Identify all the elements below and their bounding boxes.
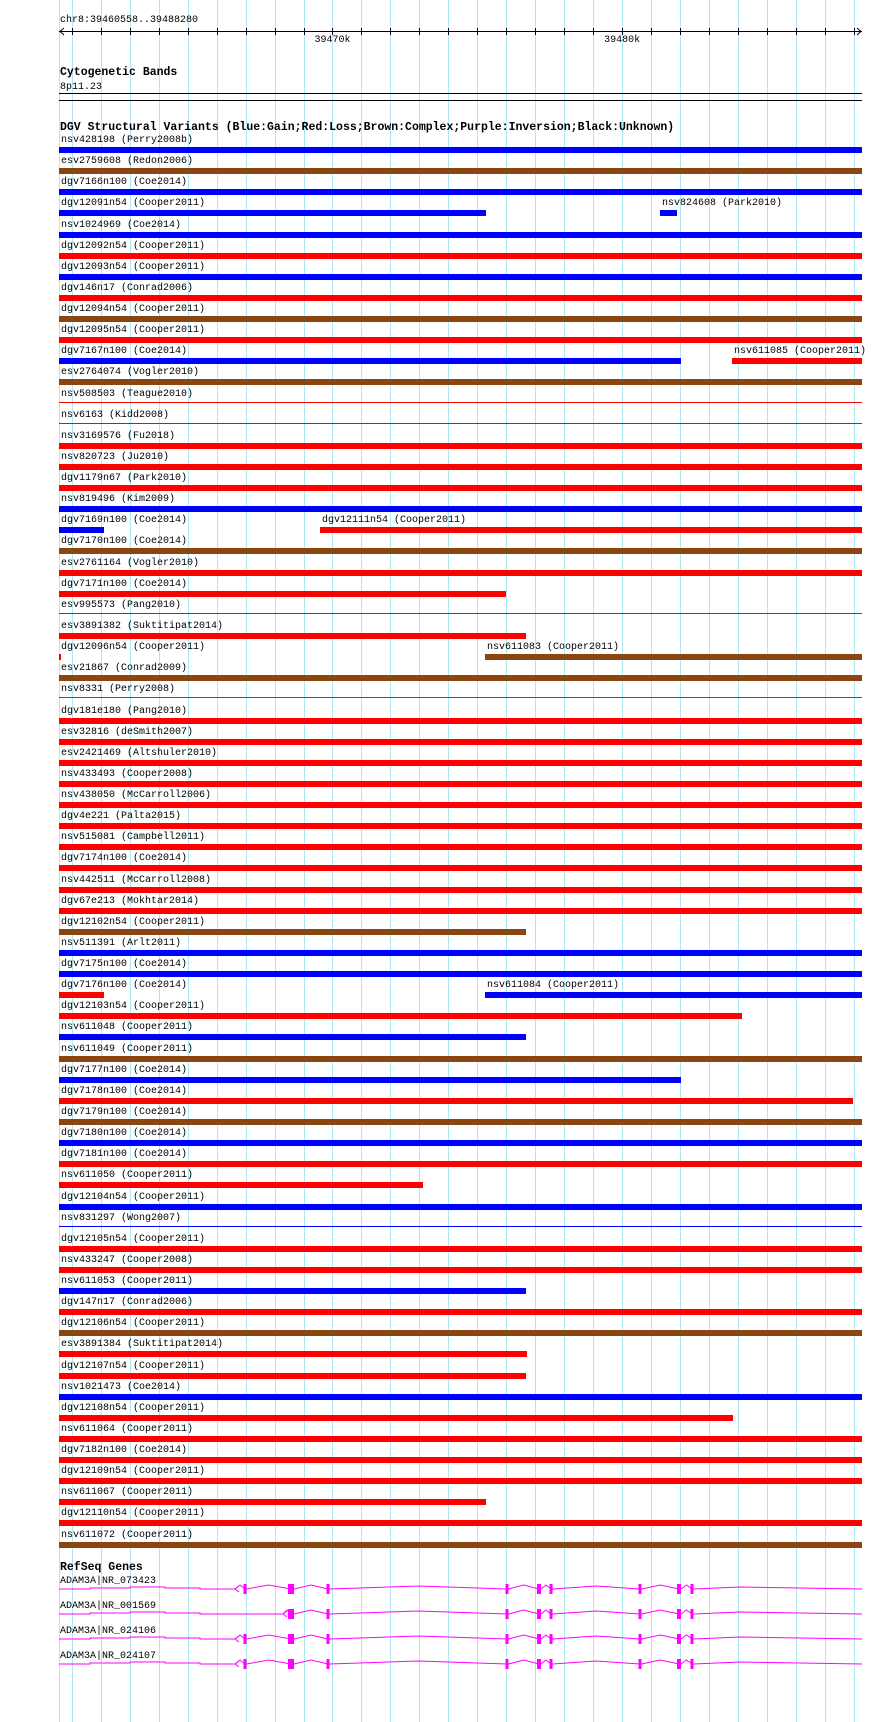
- exon: [639, 1584, 642, 1594]
- gene-label[interactable]: ADAM3A|NR_001569: [60, 1601, 157, 1612]
- variant-label[interactable]: dgv7180n100 (Coe2014): [61, 1128, 188, 1139]
- exon: [327, 1609, 330, 1619]
- variant-bar-blue[interactable]: [59, 950, 862, 956]
- strand-arrow-icon: [235, 1586, 239, 1592]
- variant-bar-blue[interactable]: [59, 1077, 681, 1083]
- variant-label[interactable]: nsv611048 (Cooper2011): [61, 1022, 194, 1033]
- variant-bar-brown[interactable]: [59, 1542, 862, 1548]
- variant-label[interactable]: dgv7178n100 (Coe2014): [61, 1086, 188, 1097]
- variant-label[interactable]: esv3891384 (Suktitipat2014): [61, 1339, 224, 1350]
- variant-bar-red[interactable]: [59, 781, 862, 787]
- variant-label[interactable]: dgv7170n100 (Coe2014): [61, 536, 188, 547]
- variant-bar-red[interactable]: [732, 358, 862, 364]
- variant-label[interactable]: dgv4e221 (Palta2015): [61, 811, 182, 822]
- variant-label[interactable]: esv2759608 (Redon2006): [61, 156, 194, 167]
- variant-bar-blue[interactable]: [59, 232, 862, 238]
- variant-bar-red[interactable]: [59, 1013, 742, 1019]
- variant-bar-red[interactable]: [59, 1457, 862, 1463]
- variant-bar-red[interactable]: [59, 337, 862, 343]
- exon: [537, 1634, 541, 1644]
- variant-bar-blue[interactable]: [59, 1288, 526, 1294]
- variant-label[interactable]: nsv1024969 (Coe2014): [61, 220, 182, 231]
- ruler-axis[interactable]: [0, 24, 890, 40]
- variant-bar-red[interactable]: [59, 1161, 862, 1167]
- variant-label[interactable]: dgv7171n100 (Coe2014): [61, 579, 188, 590]
- variant-label[interactable]: nsv3169576 (Fu2018): [61, 431, 176, 442]
- variant-bar-red[interactable]: [59, 1478, 862, 1484]
- exon: [537, 1609, 541, 1619]
- variant-label[interactable]: dgv12110n54 (Cooper2011): [61, 1508, 206, 1519]
- variant-label[interactable]: nsv428198 (Perry2008b): [61, 135, 194, 146]
- variant-bar-red[interactable]: [59, 992, 104, 998]
- variant-bar-blue[interactable]: [59, 189, 862, 195]
- gene-model[interactable]: [59, 1584, 862, 1594]
- variant-bar-blue[interactable]: [59, 358, 681, 364]
- variant-label[interactable]: dgv12103n54 (Cooper2011): [61, 1001, 206, 1012]
- exon: [288, 1634, 294, 1644]
- variant-bar-blue[interactable]: [59, 1226, 862, 1227]
- variant-bar-blue[interactable]: [59, 210, 486, 216]
- exon: [550, 1634, 553, 1644]
- variant-label[interactable]: dgv12111n54 (Cooper2011): [322, 515, 467, 526]
- variant-bar-brown[interactable]: [59, 697, 862, 698]
- strand-arrow-icon: [283, 1611, 287, 1617]
- refseq-track-title: RefSeq Genes: [60, 1561, 143, 1574]
- variant-label[interactable]: nsv515081 (Campbell2011): [61, 832, 206, 843]
- variant-bar-red[interactable]: [59, 1499, 486, 1505]
- variant-label[interactable]: nsv611050 (Cooper2011): [61, 1170, 194, 1181]
- variant-bar-red[interactable]: [59, 443, 862, 449]
- variant-bar-red[interactable]: [59, 739, 862, 745]
- variant-bar-red[interactable]: [59, 485, 862, 491]
- exon: [550, 1584, 553, 1594]
- variant-label[interactable]: esv21867 (Conrad2009): [61, 663, 188, 674]
- exon: [639, 1609, 642, 1619]
- variant-bar-red[interactable]: [59, 1267, 862, 1273]
- variant-bar-red[interactable]: [59, 802, 862, 808]
- variant-bar-red[interactable]: [59, 908, 862, 914]
- exon: [537, 1584, 541, 1594]
- variant-bar-red[interactable]: [59, 1246, 862, 1252]
- cytoband-label[interactable]: 8p11.23: [60, 82, 103, 93]
- variant-bar-brown[interactable]: [59, 316, 862, 322]
- ruler-tick-label: 39470k: [314, 35, 351, 46]
- variant-label[interactable]: dgv7182n100 (Coe2014): [61, 1445, 188, 1456]
- variant-label[interactable]: dgv146n17 (Conrad2006): [61, 283, 194, 294]
- variant-bar-blue[interactable]: [59, 971, 862, 977]
- variant-label[interactable]: nsv611067 (Cooper2011): [61, 1487, 194, 1498]
- variant-bar-brown[interactable]: [59, 929, 526, 935]
- variant-label[interactable]: esv32816 (deSmith2007): [61, 727, 194, 738]
- exon: [550, 1609, 553, 1619]
- exon: [327, 1659, 330, 1669]
- variant-bar-blue[interactable]: [59, 1034, 526, 1040]
- variant-bar-red[interactable]: [59, 613, 862, 614]
- variant-label[interactable]: nsv442511 (McCarroll2008): [61, 875, 212, 886]
- variant-label[interactable]: nsv1021473 (Coe2014): [61, 1382, 182, 1393]
- variant-bar-red[interactable]: [59, 464, 862, 470]
- variant-bar-red[interactable]: [59, 1373, 526, 1379]
- exon: [691, 1634, 694, 1644]
- variant-label[interactable]: nsv611072 (Cooper2011): [61, 1530, 194, 1541]
- variant-label[interactable]: dgv12095n54 (Cooper2011): [61, 325, 206, 336]
- variant-label[interactable]: nsv611053 (Cooper2011): [61, 1276, 194, 1287]
- variant-label[interactable]: esv2761164 (Vogler2010): [61, 558, 200, 569]
- variant-bar-red[interactable]: [59, 1182, 423, 1188]
- variant-label[interactable]: nsv8331 (Perry2008): [61, 684, 176, 695]
- track-divider: [59, 100, 862, 101]
- variant-bar-red[interactable]: [59, 865, 862, 871]
- variant-label[interactable]: dgv1179n67 (Park2010): [61, 473, 188, 484]
- variant-label[interactable]: dgv7167n100 (Coe2014): [61, 346, 188, 357]
- variant-label[interactable]: dgv12105n54 (Cooper2011): [61, 1234, 206, 1245]
- gene-model[interactable]: [59, 1659, 862, 1669]
- variant-label[interactable]: dgv12104n54 (Cooper2011): [61, 1192, 206, 1203]
- variant-label[interactable]: dgv7177n100 (Coe2014): [61, 1065, 188, 1076]
- variant-bar-brown[interactable]: [59, 379, 862, 385]
- cytoband-line: [59, 93, 862, 94]
- variant-label[interactable]: dgv7166n100 (Coe2014): [61, 177, 188, 188]
- variant-bar-red[interactable]: [59, 1309, 862, 1315]
- variant-bar-red[interactable]: [59, 887, 862, 893]
- variant-label[interactable]: dgv12093n54 (Cooper2011): [61, 262, 206, 273]
- variant-bar-red[interactable]: [59, 654, 61, 660]
- variant-bar-blue[interactable]: [59, 527, 104, 533]
- variant-bar-brown[interactable]: [59, 548, 862, 554]
- variant-label[interactable]: nsv433493 (Cooper2008): [61, 769, 194, 780]
- variant-label[interactable]: dgv12096n54 (Cooper2011): [61, 642, 206, 653]
- gene-model[interactable]: [59, 1609, 862, 1619]
- variant-label[interactable]: dgv7169n100 (Coe2014): [61, 515, 188, 526]
- exon: [550, 1659, 553, 1669]
- variant-label[interactable]: dgv12107n54 (Cooper2011): [61, 1361, 206, 1372]
- variant-label[interactable]: nsv433247 (Cooper2008): [61, 1255, 194, 1266]
- variant-bar-blue[interactable]: [59, 1140, 862, 1146]
- exon: [327, 1584, 330, 1594]
- variant-label[interactable]: dgv12108n54 (Cooper2011): [61, 1403, 206, 1414]
- exon: [288, 1584, 294, 1594]
- exon: [691, 1659, 694, 1669]
- variant-label[interactable]: dgv147n17 (Conrad2006): [61, 1297, 194, 1308]
- variant-bar-brown[interactable]: [59, 1119, 862, 1125]
- variant-label[interactable]: dgv12102n54 (Cooper2011): [61, 917, 206, 928]
- exon: [639, 1634, 642, 1644]
- variant-label[interactable]: nsv831297 (Wong2007): [61, 1213, 182, 1224]
- strand-arrow-icon: [235, 1661, 239, 1667]
- variant-label[interactable]: nsv438050 (McCarroll2006): [61, 790, 212, 801]
- variant-bar-red[interactable]: [59, 1436, 862, 1442]
- variant-label[interactable]: dgv7181n100 (Coe2014): [61, 1149, 188, 1160]
- variant-bar-blue[interactable]: [485, 992, 862, 998]
- variant-bar-red[interactable]: [320, 527, 862, 533]
- variant-label[interactable]: esv2421469 (Altshuler2010): [61, 748, 218, 759]
- variant-label[interactable]: nsv511391 (Arlt2011): [61, 938, 182, 949]
- variant-bar-red[interactable]: [59, 718, 862, 724]
- gene-label[interactable]: ADAM3A|NR_024107: [60, 1651, 157, 1662]
- gene-label[interactable]: ADAM3A|NR_024106: [60, 1626, 157, 1637]
- variant-bar-red[interactable]: [59, 1098, 853, 1104]
- variant-bar-brown[interactable]: [59, 1330, 862, 1336]
- variant-bar-blue[interactable]: [59, 274, 862, 280]
- variant-bar-blue[interactable]: [59, 1204, 862, 1210]
- exon: [288, 1659, 294, 1669]
- variant-label[interactable]: dgv12094n54 (Cooper2011): [61, 304, 206, 315]
- variant-bar-red[interactable]: [59, 423, 862, 424]
- variant-label[interactable]: dgv67e213 (Mokhtar2014): [61, 896, 200, 907]
- variant-label[interactable]: nsv6163 (Kidd2008): [61, 410, 170, 421]
- variant-bar-red[interactable]: [59, 1520, 862, 1526]
- variant-bar-blue[interactable]: [59, 506, 862, 512]
- variant-bar-blue[interactable]: [660, 210, 677, 216]
- variant-label[interactable]: nsv508503 (Teague2010): [61, 389, 194, 400]
- ruler-tick-label: 39480k: [604, 35, 641, 46]
- variant-bar-red[interactable]: [59, 1415, 733, 1421]
- variant-label[interactable]: dgv12092n54 (Cooper2011): [61, 241, 206, 252]
- variant-label[interactable]: nsv611084 (Cooper2011): [487, 980, 620, 991]
- variant-bar-red[interactable]: [59, 760, 862, 766]
- cytoband-track-title: Cytogenetic Bands: [60, 66, 178, 79]
- strand-arrow-icon: [235, 1636, 239, 1642]
- variant-bar-brown[interactable]: [59, 1056, 862, 1062]
- variant-bar-red[interactable]: [59, 402, 862, 403]
- variant-label[interactable]: dgv7174n100 (Coe2014): [61, 853, 188, 864]
- variant-label[interactable]: nsv611064 (Cooper2011): [61, 1424, 194, 1435]
- exon: [288, 1609, 294, 1619]
- variant-bar-red[interactable]: [59, 295, 862, 301]
- exon: [691, 1584, 694, 1594]
- variant-label[interactable]: dgv7176n100 (Coe2014): [61, 980, 188, 991]
- exon: [327, 1634, 330, 1644]
- variant-label[interactable]: esv995573 (Pang2010): [61, 600, 182, 611]
- variant-label[interactable]: esv2764074 (Vogler2010): [61, 367, 200, 378]
- variant-bar-brown[interactable]: [59, 168, 862, 174]
- variant-label[interactable]: nsv611085 (Cooper2011): [734, 346, 867, 357]
- exon: [639, 1659, 642, 1669]
- variant-bar-red[interactable]: [59, 1351, 527, 1357]
- variant-label[interactable]: nsv611049 (Cooper2011): [61, 1044, 194, 1055]
- variant-label[interactable]: dgv12109n54 (Cooper2011): [61, 1466, 206, 1477]
- variant-label[interactable]: dgv7179n100 (Coe2014): [61, 1107, 188, 1118]
- location-label: chr8:39460558..39488280: [60, 15, 199, 26]
- variant-bar-red[interactable]: [59, 823, 862, 829]
- variant-label[interactable]: nsv824608 (Park2010): [662, 198, 783, 209]
- variant-bar-blue[interactable]: [59, 147, 862, 153]
- variant-bar-red[interactable]: [59, 633, 526, 639]
- variant-label[interactable]: esv3891382 (Suktitipat2014): [61, 621, 224, 632]
- variant-label[interactable]: dgv7175n100 (Coe2014): [61, 959, 188, 970]
- gene-label[interactable]: ADAM3A|NR_073423: [60, 1576, 157, 1587]
- variant-label[interactable]: nsv819496 (Kim2009): [61, 494, 176, 505]
- variant-label[interactable]: dgv12091n54 (Cooper2011): [61, 198, 206, 209]
- variant-bar-red[interactable]: [59, 591, 506, 597]
- variant-label[interactable]: dgv12106n54 (Cooper2011): [61, 1318, 206, 1329]
- variant-bar-blue[interactable]: [59, 1394, 862, 1400]
- variant-bar-red[interactable]: [59, 844, 862, 850]
- variant-bar-red[interactable]: [59, 570, 862, 576]
- variant-label[interactable]: dgv181e180 (Pang2010): [61, 706, 188, 717]
- exon: [537, 1659, 541, 1669]
- variant-bar-brown[interactable]: [59, 675, 862, 681]
- variant-label[interactable]: nsv611083 (Cooper2011): [487, 642, 620, 653]
- variant-label[interactable]: nsv820723 (Ju2010): [61, 452, 170, 463]
- variant-bar-red[interactable]: [59, 253, 862, 259]
- exon: [691, 1609, 694, 1619]
- variant-bar-brown[interactable]: [485, 654, 862, 660]
- dgv-track-title: DGV Structural Variants (Blue:Gain;Red:Loss;Brown:Complex;Purple:Inversion;Black:Unknown): [60, 121, 675, 134]
- gene-model[interactable]: [59, 1634, 862, 1644]
